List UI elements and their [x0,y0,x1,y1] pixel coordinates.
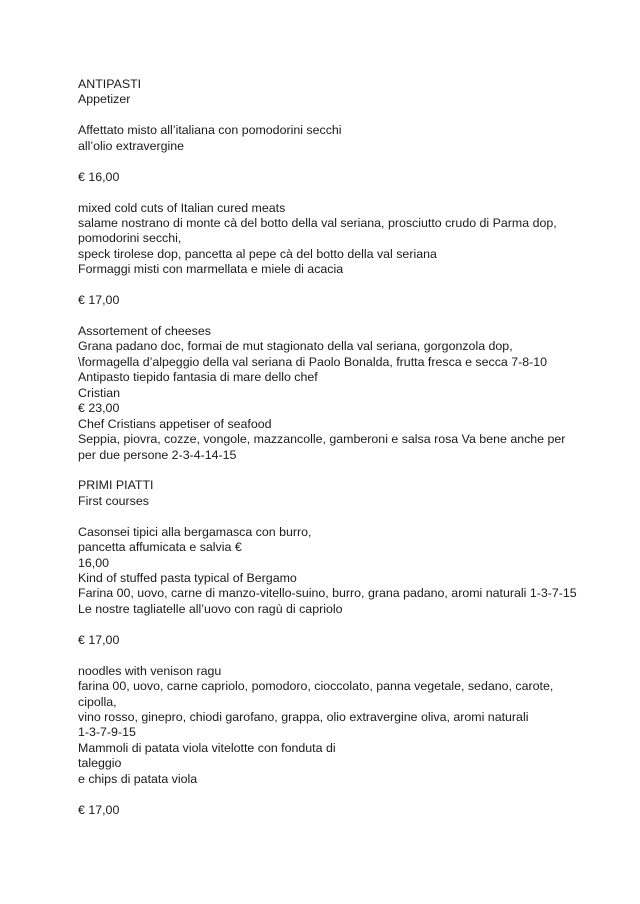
menu-document [78,77,598,818]
dish-name-line: Mammoli di patata viola vitelotte con fonduta di [78,740,336,755]
blank-line [78,154,598,169]
blank-line [78,309,598,324]
price-line: € 17,00 [78,632,120,647]
price-line: 16,00 [78,555,110,570]
blank-line [78,463,598,478]
price-line: € 23,00 [78,401,120,416]
ingredients-line: vino rosso, ginepro, chiodi garofano, grappa, olio extravergine oliva, aromi naturali [78,709,529,724]
blank-line [78,185,598,200]
ingredients-line: per due persone 2-3-4-14-15 [78,447,237,462]
dish-english-line: Kind of stuffed pasta typical of Bergamo [78,571,297,585]
ingredients-line: speck tirolese dop, pancetta al pepe cà del botto della val seriana [78,246,437,261]
dish-name-line: Le nostre tagliatelle all’uovo con ragù di capriolo [78,601,343,616]
dish-name-line: e chips di patata viola [78,771,198,786]
dish-name-line: all’olio extravergine [78,138,185,153]
dish-name-line: pancetta affumicata e salvia € [78,540,242,555]
ingredients-line: \formagella d’alpeggio della val seriana di Paolo Bonalda, frutta fresca e secca 7-8-10 [78,354,548,369]
ingredients-line: Farina 00, uovo, carne di manzo-vitello-suino, burro, grana padano, aromi naturali 1-3-7-15 [78,586,577,601]
dish-english-line: noodles with venison ragu [78,663,222,678]
dish-english-line: Chef Cristians appetiser of seafood [78,416,272,431]
section-title-line: PRIMI PIATTI [78,478,154,493]
blank-line [78,648,598,663]
section-title-line: ANTIPASTI [78,77,142,91]
ingredients-line: 1-3-7-9-15 [78,725,136,740]
dish-name-line: taleggio [78,756,122,771]
blank-line [78,787,598,802]
ingredients-line: pomodorini secchi, [78,231,182,246]
dish-name-line: Cristian [78,385,120,400]
ingredients-line: Seppia, piovra, cozze, vongole, mazzancolle, gamberoni e salsa rosa Va bene anche per [78,432,566,447]
dish-name-line: Casonsei tipici alla bergamasca con burro, [78,524,312,539]
blank-line [78,278,598,293]
dish-name-line: Affettato misto all’italiana con pomodorini secchi [78,123,342,138]
ingredients-line: cipolla, [78,694,117,709]
dish-english-line: Assortement of cheeses [78,324,211,338]
dish-name-line: Antipasto tiepido fantasia di mare dello chef [78,370,318,385]
blank-line [78,108,598,123]
price-line: € 17,00 [78,802,120,817]
ingredients-line: salame nostrano di monte cà del botto della val seriana, prosciutto crudo di Parma dop, [78,215,557,230]
dish-english-line: mixed cold cuts of Italian cured meats [78,200,286,215]
section-subtitle-line: Appetizer [78,92,131,107]
section-subtitle-line: First courses [78,493,149,508]
ingredients-line: Grana padano doc, formai de mut stagionato della val seriana, gorgonzola dop, [78,339,513,354]
ingredients-line: farina 00, uovo, carne capriolo, pomodoro, cioccolato, panna vegetale, sedano, carote, [78,679,554,694]
blank-line [78,509,598,524]
price-line: € 17,00 [78,293,120,308]
blank-line [78,617,598,632]
price-line: € 16,00 [78,169,120,184]
dish-name-line: Formaggi misti con marmellata e miele di acacia [78,262,344,277]
